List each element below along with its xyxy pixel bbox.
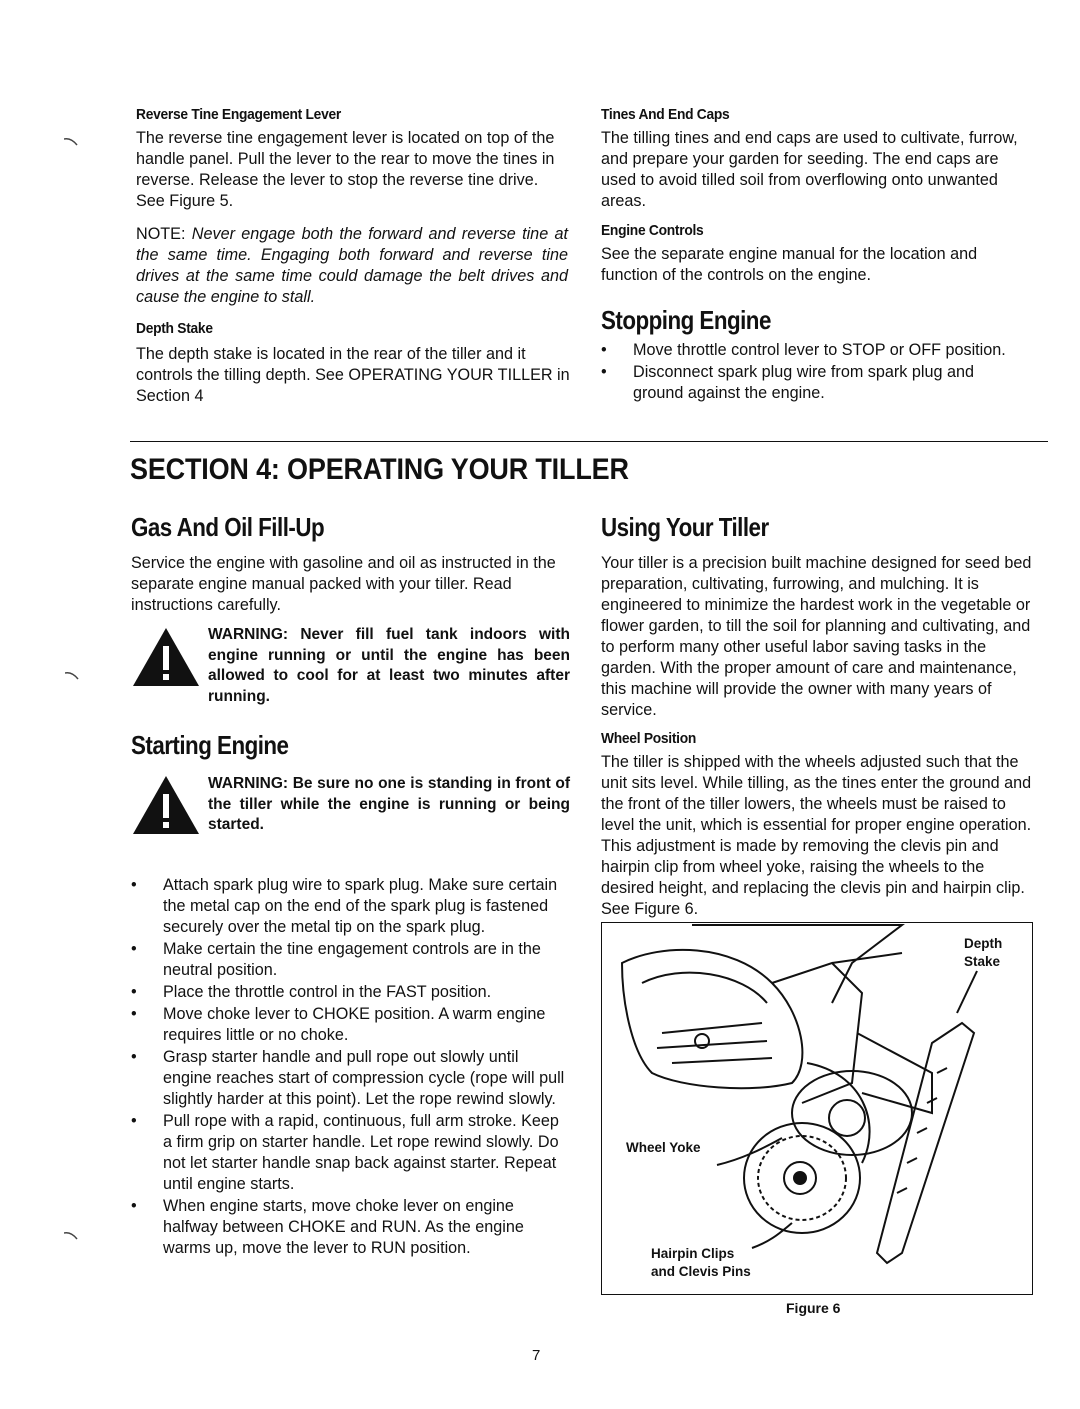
note-label: NOTE: (136, 225, 186, 243)
tines-end-caps-text: The tilling tines and end caps are used to cultivate, furrow, and prepare your garden for seeding. The end caps are used to avoid tilled soil from overflowing onto unwanted areas. (601, 129, 1018, 210)
bullet-icon: • (601, 363, 607, 381)
callout-depth-stake: Depth Stake (964, 936, 1003, 969)
wheel-position-heading: Wheel Position (601, 730, 697, 747)
depth-stake-heading: Depth Stake (136, 320, 213, 337)
margin-mark (64, 1232, 78, 1240)
engine-controls-heading: Engine Controls (601, 222, 704, 239)
bullet-icon: • (131, 1112, 137, 1130)
gas-warning-text: WARNING: Never fill fuel tank indoors with engine running or until the engine has been allowed to cool for at least two minutes after running. (208, 626, 570, 705)
starting-engine-list (131, 875, 571, 1260)
figure-6-illustration (601, 922, 1033, 1295)
bullet-icon: • (131, 940, 137, 958)
bullet-icon: • (131, 1005, 137, 1023)
list-item: • Make certain the tine engagement controls are in the neutral position. (131, 940, 541, 979)
list-item: • When engine starts, move choke lever on engine halfway between CHOKE and RUN. As the engine warms up, move the lever to RUN position. (131, 1197, 524, 1257)
starting-engine-heading: Starting Engine (131, 730, 289, 760)
list-item: • Disconnect spark plug wire from spark plug and ground against the engine. (601, 363, 974, 402)
tiller-wheel-drawing (602, 923, 1033, 1295)
gas-oil-text: Service the engine with gasoline and oil as instructed in the separate engine manual packed with your tiller. Read instructions carefully. (131, 554, 556, 614)
reverse-lever-text: The reverse tine engagement lever is located on top of the handle panel. Pull the lever to the rear to move the tines in reverse. Release the lever to stop the reverse tine drive. See Figure 5. (136, 129, 555, 210)
list-item: • Pull rope with a rapid, continuous, full arm stroke. Keep a firm grip on starter handle. Let rope rewind slowly. Do not let starter handle snap back against starter. Repeat until engine starts. (131, 1112, 559, 1193)
starting-warning-text: WARNING: Be sure no one is standing in front of the tiller while the engine is running or being started. (208, 775, 570, 833)
section-title: SECTION 4: OPERATING YOUR TILLER (130, 453, 629, 486)
reverse-lever-heading: Reverse Tine Engagement Lever (136, 106, 341, 123)
list-item: • Place the throttle control in the FAST position. (131, 983, 492, 1001)
list-item: • Move throttle control lever to STOP or OFF position. (601, 341, 1006, 359)
bullet-icon: • (131, 1197, 137, 1215)
stopping-engine-heading: Stopping Engine (601, 305, 771, 335)
list-item: • Attach spark plug wire to spark plug. Make sure certain the metal cap on the end of the spark plug is fastened securely over the metal tip on the spark plug. (131, 876, 558, 936)
gas-oil-heading: Gas And Oil Fill-Up (131, 512, 325, 542)
note-paragraph (136, 224, 568, 308)
note-text: Never engage both the forward and reverse tine at the same time. Engaging both forward and reverse tine drives at the same time could damage the belt drives and cause the engine to stall. (136, 225, 568, 306)
page-number: 7 (532, 1347, 541, 1364)
stopping-engine-list (601, 340, 1021, 405)
list-item: • Grasp starter handle and pull rope out slowly until engine reaches start of compression cycle (rope will pull slightly harder at this point). Let the rope rewind slowly. (131, 1048, 565, 1108)
margin-mark (64, 138, 78, 146)
bullet-icon: • (601, 341, 607, 359)
callout-hairpin-clips: Hairpin Clips and Clevis Pins (651, 1246, 751, 1279)
figure-caption: Figure 6 (786, 1300, 841, 1316)
tines-end-caps-heading: Tines And End Caps (601, 106, 730, 123)
warning-triangle-icon (131, 626, 201, 688)
depth-stake-text: The depth stake is located in the rear of the tiller and it controls the tilling depth. See OPERATING YOUR TILLER in Section 4 (136, 345, 570, 405)
bullet-icon: • (131, 876, 137, 894)
using-tiller-heading: Using Your Tiller (601, 512, 769, 542)
list-item: • Move choke lever to CHOKE position. A warm engine requires little or no choke. (131, 1005, 546, 1044)
wheel-position-text: The tiller is shipped with the wheels adjusted such that the unit sits level. While tilling, as the tines enter the ground and the front of the tiller lowers, the wheels must be raised to level the unit, which is essential for proper engine operation. This adjustment is made by removing the clevis pin and hairpin clip from wheel yoke, raising the wheels to the desired height, and replacing the clevis pin and hairpin clip. See Figure 6. (601, 753, 1032, 918)
warning-triangle-icon (131, 774, 201, 836)
margin-mark (65, 672, 79, 680)
using-tiller-text: Your tiller is a precision built machine designed for seed bed preparation, cultivating, furrowing, and mulching. It is engineered to minimize the hardest work in the vegetable or flower garden, to till the soil for planning and cultivating, and to perform many other useful labor saving tasks in the garden. With the proper amount of care and maintenance, this machine will provide the owner with many years of service. (601, 554, 1032, 719)
engine-controls-text: See the separate engine manual for the location and function of the controls on the engine. (601, 245, 978, 284)
callout-wheel-yoke: Wheel Yoke (626, 1140, 701, 1155)
bullet-icon: • (131, 1048, 137, 1066)
section-divider (130, 441, 1048, 442)
bullet-icon: • (131, 983, 137, 1001)
